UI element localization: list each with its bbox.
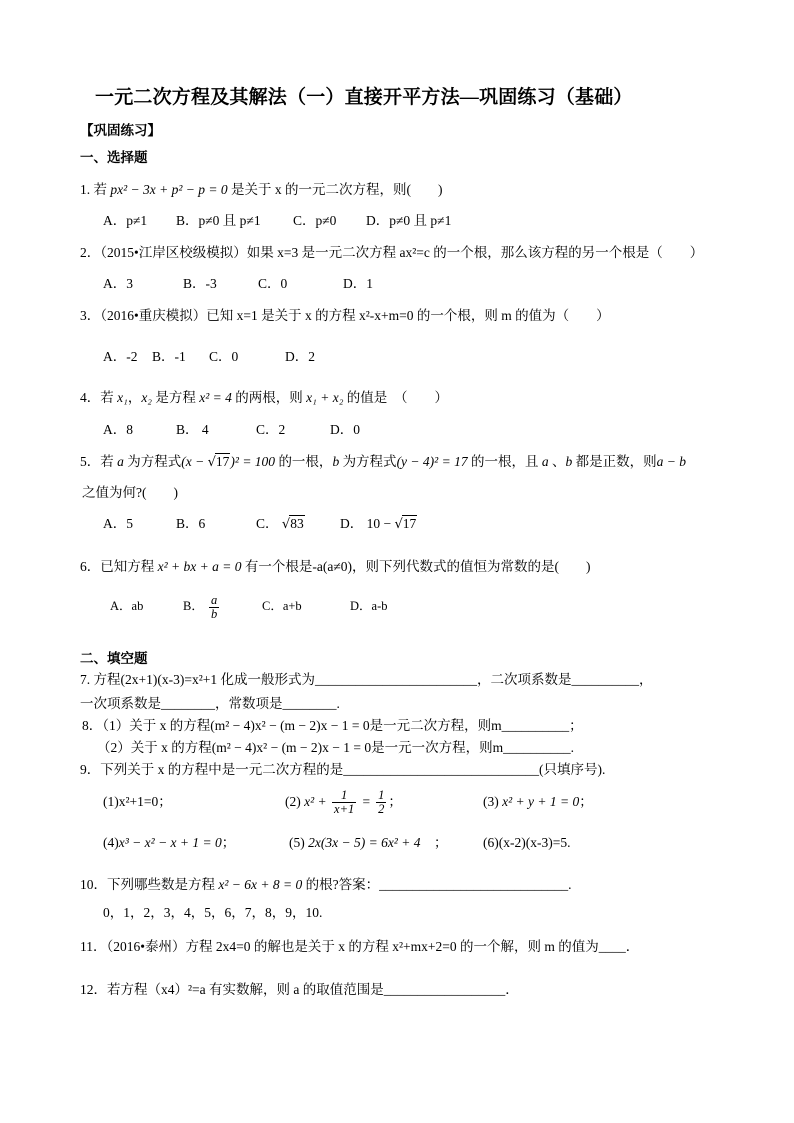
square-root: [208, 454, 231, 469]
question-2: 2．（2015•江岸区校级模拟）如果 x=3 是一元二次方程 ax²=c 的一个根，那么该方程的另一个根是（ ）: [80, 245, 704, 260]
question-5-text-1: 为方程式: [127, 454, 182, 469]
question-12: 12．若方程（x4）²=a 有实数解，则 a 的取值范围是__________________．: [80, 982, 519, 997]
question-6-tail: 有一个根是-a(a≠0)，则下列代数式的值恒为常数的是( ): [244, 559, 591, 574]
section-label: 【巩固练习】: [80, 123, 161, 138]
question-5-equation-2: (y − 4)² = 17: [396, 454, 468, 469]
page-title: 一元二次方程及其解法（一）直接开平方法—巩固练习（基础）: [95, 87, 633, 108]
question-5-var-a: a: [117, 454, 124, 469]
question-5-equation-1: [181, 454, 275, 469]
question-3-option-a: A．-2: [103, 349, 138, 364]
question-9-item-1: (1)x²+1=0；: [103, 794, 172, 809]
fraction-numerator: 1: [378, 788, 385, 803]
question-4-equation: x² = 4: [199, 390, 232, 405]
fraction: [209, 594, 219, 621]
question-9-item-4-label: (4): [103, 835, 119, 850]
question-5-var-a-2: a: [541, 454, 549, 469]
question-3-option-d: D．2: [285, 349, 315, 364]
question-3: 3．（2016•重庆模拟）已知 x=1 是关于 x 的方程 x²-x+m=0 的一个根，则 m 的值为（ ）: [80, 308, 610, 323]
question-1-equation: px² − 3x + p² − p = 0: [110, 182, 228, 197]
question-9-item-5: [289, 835, 447, 851]
question-6-option-a: A．ab: [110, 599, 144, 613]
fraction: [376, 789, 386, 816]
question-1-option-b: B．p≠0 且 p≠1: [176, 213, 261, 228]
question-7: 7. 方程(2x+1)(x-3)=x²+1 化成一般形式为________________________，二次项系数是__________，: [80, 672, 653, 687]
question-5-option-d-pre: 10 −: [366, 516, 395, 531]
question-4-root-1: x₁: [117, 390, 128, 405]
radical-sign-icon: √: [394, 517, 403, 532]
question-5-text-6: 都是正数，则: [575, 454, 657, 469]
question-3-options: [0, 349, 794, 365]
question-1-option-a: A．p≠1: [103, 213, 148, 228]
part2-heading: 二、填空题: [80, 651, 148, 666]
question-3-option-c: C．0: [209, 349, 239, 364]
question-1-options: [0, 213, 794, 229]
question-5-text-4: 的一根，且: [470, 454, 539, 469]
question-2-option-d: D．1: [343, 276, 373, 291]
question-4: [80, 390, 448, 406]
question-5-option-b: B．6: [176, 516, 206, 531]
question-10-lead: 10．下列哪些数是方程: [80, 877, 215, 892]
question-5-option-c-radicand: 83: [290, 516, 304, 531]
question-8-part-2-lead: （2）关于 x 的方程: [97, 740, 212, 755]
question-9-item-4-equation: x³ − x² − x + 1 = 0: [118, 835, 222, 850]
fraction-numerator: a: [210, 592, 218, 607]
question-9-item-3-label: (3): [483, 794, 499, 809]
question-5-eq1-pre: (x −: [181, 454, 208, 469]
question-9-items-row-1: [0, 788, 794, 817]
question-9-item-5-post: ；: [420, 835, 448, 850]
question-4-expression: x₁ + x₂: [306, 390, 344, 405]
question-2-option-c: C．0: [258, 276, 288, 291]
question-5-option-d-radicand: 17: [402, 516, 417, 531]
radical-sign-icon: √: [281, 517, 291, 532]
question-9-item-2-pre: x² +: [304, 794, 331, 809]
question-6-option-b: [183, 592, 221, 621]
question-9: 9．下列关于 x 的方程中是一元二次方程的是_____________________________(只填序号).: [80, 762, 606, 777]
question-5: [80, 454, 686, 471]
question-2-options: [0, 276, 794, 292]
question-8-part-1: [82, 718, 583, 734]
radical-sign-icon: √: [207, 455, 216, 470]
question-1-option-d: D．p≠0 且 p≠1: [366, 213, 452, 228]
question-6-option-d: D．a-b: [350, 599, 388, 613]
question-4-lead: 4．若: [80, 390, 114, 405]
question-9-item-5-equation: 2x(3x − 5) = 6x² + 4: [308, 835, 421, 850]
question-2-option-a: A．3: [103, 276, 133, 291]
question-1-tail: 是关于 x 的一元二次方程，则( ): [231, 182, 443, 197]
question-4-option-c: C．2: [256, 422, 286, 437]
question-5-expression: a − b: [656, 454, 686, 469]
question-8-part-1-tail: 是一元二次方程，则m__________；: [369, 718, 583, 733]
fraction-denominator: 2: [378, 802, 385, 817]
question-4-tail: 的值是 （ ）: [346, 390, 449, 405]
question-9-item-5-label: (5): [289, 835, 305, 850]
question-10-equation: x² − 6x + 8 = 0: [218, 877, 303, 892]
question-9-item-3-post: ；: [579, 794, 593, 809]
fraction-denominator: x+1: [334, 802, 355, 817]
part1-heading: 一、选择题: [80, 150, 148, 165]
question-5-option-d: [340, 516, 417, 533]
question-9-item-2-mid: =: [358, 794, 375, 809]
question-4-option-a: A．8: [103, 422, 133, 437]
question-4-option-b: B． 4: [176, 422, 209, 437]
question-6-option-b-label: B．: [183, 599, 204, 613]
question-4-separator: ，: [127, 390, 142, 405]
question-4-mid-2: 的两根，则: [235, 390, 303, 405]
question-4-root-2: x₂: [141, 390, 152, 405]
question-5-option-c-label: C．: [256, 516, 279, 531]
square-root: [282, 516, 305, 531]
square-root: [395, 516, 418, 531]
question-9-item-2-label: (2): [285, 794, 301, 809]
question-6-options: [0, 592, 794, 621]
question-8-part-2: [97, 740, 574, 756]
question-5-option-c: [256, 516, 305, 533]
question-5-lead: 5．若: [80, 454, 114, 469]
question-9-item-2-post: ；: [388, 794, 402, 809]
question-5-line-2: 之值为何?( ): [82, 485, 178, 500]
question-5-eq1-post: )² = 100: [230, 454, 276, 469]
question-9-item-3: [483, 794, 593, 810]
question-9-item-4-post: ；: [221, 835, 236, 850]
question-10: [80, 877, 572, 893]
question-5-text-2: 的一根，: [278, 454, 333, 469]
question-9-item-3-equation: x² + y + 1 = 0: [502, 794, 580, 809]
fraction-denominator: b: [210, 606, 218, 621]
question-5-var-b-2: b: [565, 454, 573, 469]
question-6-option-c: C．a+b: [262, 599, 302, 613]
question-6-lead: 6．已知方程: [80, 559, 155, 574]
fraction: [332, 789, 356, 816]
question-4-option-d: D．0: [330, 422, 360, 437]
question-1-option-c: C．p≠0: [293, 213, 337, 228]
question-4-mid: 是方程: [155, 390, 196, 405]
question-7-line-2: 一次项系数是________，常数项是________.: [80, 696, 340, 711]
question-2-option-b: B．-3: [183, 276, 217, 291]
question-8-part-2-equation: (m² − 4)x² − (m − 2)x − 1 = 0: [211, 740, 372, 755]
question-6: [80, 559, 591, 575]
question-10-numbers: 0，1，2，3，4，5，6，7，8，9，10.: [103, 905, 323, 920]
question-1: [80, 182, 443, 198]
question-5-eq1-radicand: 17: [215, 454, 230, 469]
question-11: 11．（2016•泰州）方程 2x4=0 的解也是关于 x 的方程 x²+mx+2=0 的一个解，则 m 的值为____．: [80, 939, 640, 954]
question-4-options: [0, 422, 794, 438]
question-5-option-d-label: D．: [340, 516, 364, 531]
question-9-item-4: [103, 835, 235, 851]
question-9-items-row-2: [0, 835, 794, 851]
question-6-equation: x² + bx + a = 0: [157, 559, 242, 574]
question-5-var-b: b: [332, 454, 340, 469]
question-10-tail: 的根?答案：____________________________.: [305, 877, 572, 892]
question-9-item-2: [285, 788, 402, 817]
question-5-text-3: 为方程式: [342, 454, 397, 469]
question-5-option-a: A．5: [103, 516, 133, 531]
question-5-options: [0, 516, 794, 532]
fraction-numerator: 1: [332, 789, 356, 803]
question-8-part-1-equation: (m² − 4)x² − (m − 2)x − 1 = 0: [210, 718, 370, 733]
question-8-part-1-lead: 8．（1）关于 x 的方程: [82, 718, 211, 733]
question-5-text-5: 、: [551, 454, 566, 469]
question-1-lead: 1. 若: [80, 182, 107, 197]
question-3-option-b: B．-1: [152, 349, 186, 364]
question-9-item-6: (6)(x-2)(x-3)=5.: [483, 835, 571, 850]
question-8-part-2-tail: 是一元一次方程，则m__________.: [371, 740, 575, 755]
